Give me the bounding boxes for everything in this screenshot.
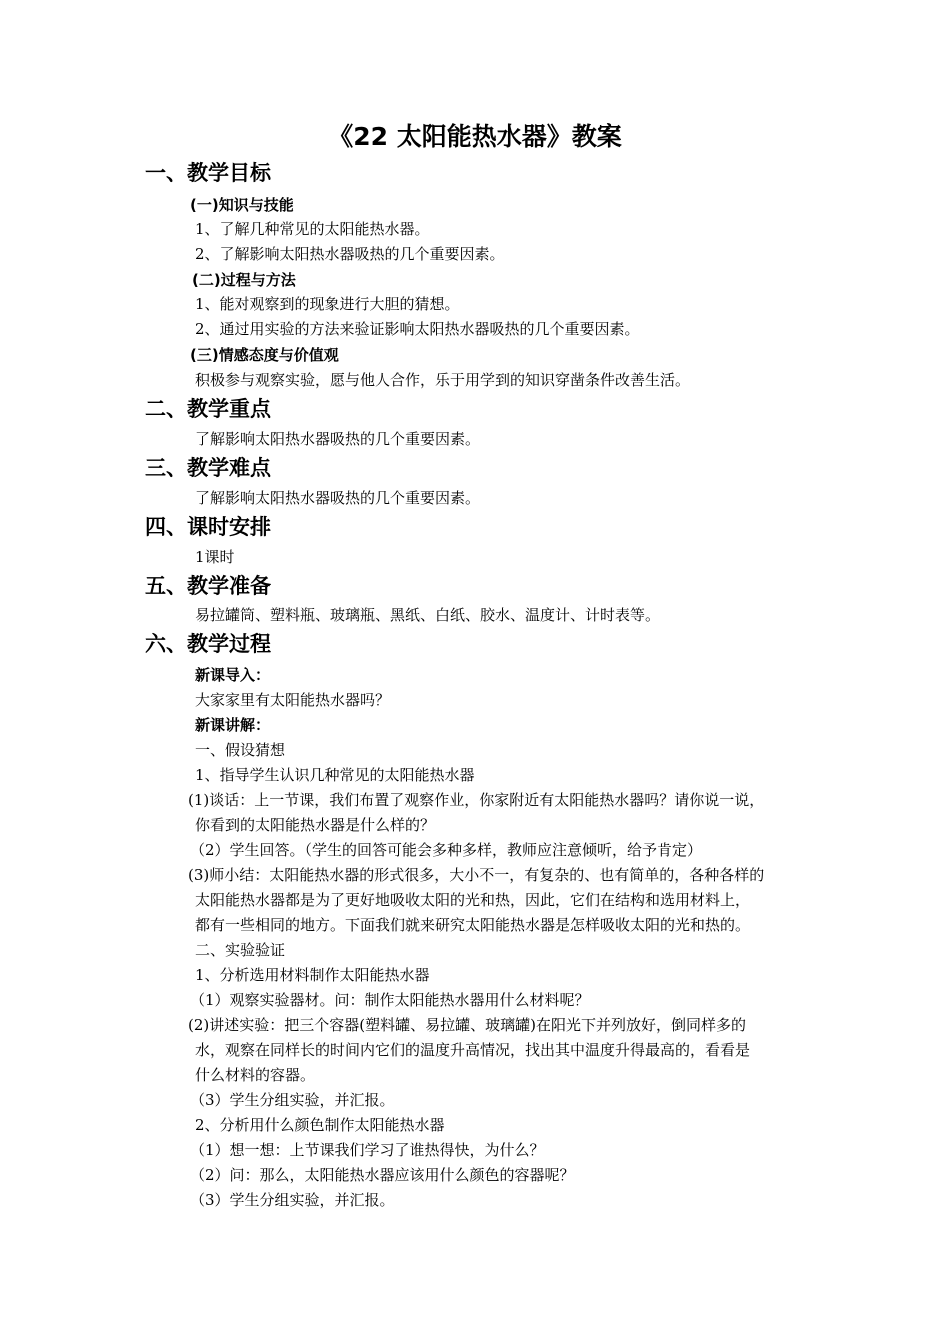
- paragraph: 你看到的太阳能热水器是什么样的？: [195, 816, 436, 834]
- paragraph: 2、通过用实验的方法来验证影响太阳热水器吸热的几个重要因素。: [195, 320, 640, 338]
- paragraph: （3）学生分组实验，并汇报。: [190, 1091, 395, 1109]
- paragraph: (3)师小结：太阳能热水器的形式很多，大小不一，有复杂的、也有简单的，各种各样的: [188, 866, 765, 884]
- section-heading-key-points: 二、教学重点: [145, 397, 271, 421]
- paragraph: （3）学生分组实验，并汇报。: [190, 1191, 395, 1209]
- paragraph: 了解影响太阳热水器吸热的几个重要因素。: [195, 489, 481, 507]
- section-heading-schedule: 四、课时安排: [145, 515, 271, 539]
- paragraph: 二、实验验证: [195, 941, 286, 959]
- document-title: 《22 太阳能热水器》教案: [328, 122, 622, 151]
- paragraph: 易拉罐筒、塑料瓶、玻璃瓶、黑纸、白纸、胶水、温度计、计时表等。: [195, 606, 661, 624]
- paragraph: 1课时: [195, 548, 235, 566]
- section-heading-preparation: 五、教学准备: [145, 574, 271, 598]
- section-heading-difficulties: 三、教学难点: [145, 456, 271, 480]
- paragraph: 1、了解几种常见的太阳能热水器。: [195, 220, 430, 238]
- subheading-knowledge: (一)知识与技能: [190, 196, 294, 214]
- section-heading-objectives: 一、教学目标: [145, 161, 271, 185]
- paragraph: （1）想一想：上节课我们学习了谁热得快，为什么？: [190, 1141, 545, 1159]
- paragraph: 积极参与观察实验，愿与他人合作，乐于用学到的知识穿凿条件改善生活。: [195, 371, 691, 389]
- section-heading-process: 六、教学过程: [145, 632, 271, 656]
- paragraph: (2)讲述实验：把三个容器(塑料罐、易拉罐、玻璃罐)在阳光下并列放好，倒同样多的: [188, 1016, 746, 1034]
- paragraph: (1)谈话：上一节课，我们布置了观察作业，你家附近有太阳能热水器吗？请你说一说，: [188, 791, 765, 809]
- paragraph: 1、分析选用材料制作太阳能热水器: [195, 966, 430, 984]
- paragraph: 一、假设猜想: [195, 741, 286, 759]
- paragraph: 大家家里有太阳能热水器吗？: [195, 691, 391, 709]
- paragraph: 2、分析用什么颜色制作太阳能热水器: [195, 1116, 445, 1134]
- paragraph: 太阳能热水器都是为了更好地吸收太阳的光和热，因此，它们在结构和选用材料上，: [195, 891, 751, 909]
- paragraph: 什么材料的容器。: [195, 1066, 316, 1084]
- paragraph: 水，观察在同样长的时间内它们的温度升高情况，找出其中温度升得最高的，看看是: [195, 1041, 751, 1059]
- paragraph: 了解影响太阳热水器吸热的几个重要因素。: [195, 430, 481, 448]
- subheading-process: (二)过程与方法: [192, 271, 296, 289]
- paragraph-label: 新课导入：: [195, 666, 271, 684]
- paragraph: 1、能对观察到的现象进行大胆的猜想。: [195, 295, 460, 313]
- paragraph: （2）问：那么，太阳能热水器应该用什么颜色的容器呢？: [190, 1166, 575, 1184]
- subheading-attitude: (三)情感态度与价值观: [190, 346, 339, 364]
- paragraph-label: 新课讲解：: [195, 716, 271, 734]
- paragraph: 1、指导学生认识几种常见的太阳能热水器: [195, 766, 475, 784]
- paragraph: （1）观察实验器材。问：制作太阳能热水器用什么材料呢？: [190, 991, 590, 1009]
- paragraph: 都有一些相同的地方。下面我们就来研究太阳能热水器是怎样吸收太阳的光和热的。: [195, 916, 751, 934]
- paragraph: （2）学生回答。（学生的回答可能会多种多样，教师应注意倾听，给予肯定）: [190, 841, 703, 859]
- paragraph: 2、了解影响太阳热水器吸热的几个重要因素。: [195, 245, 505, 263]
